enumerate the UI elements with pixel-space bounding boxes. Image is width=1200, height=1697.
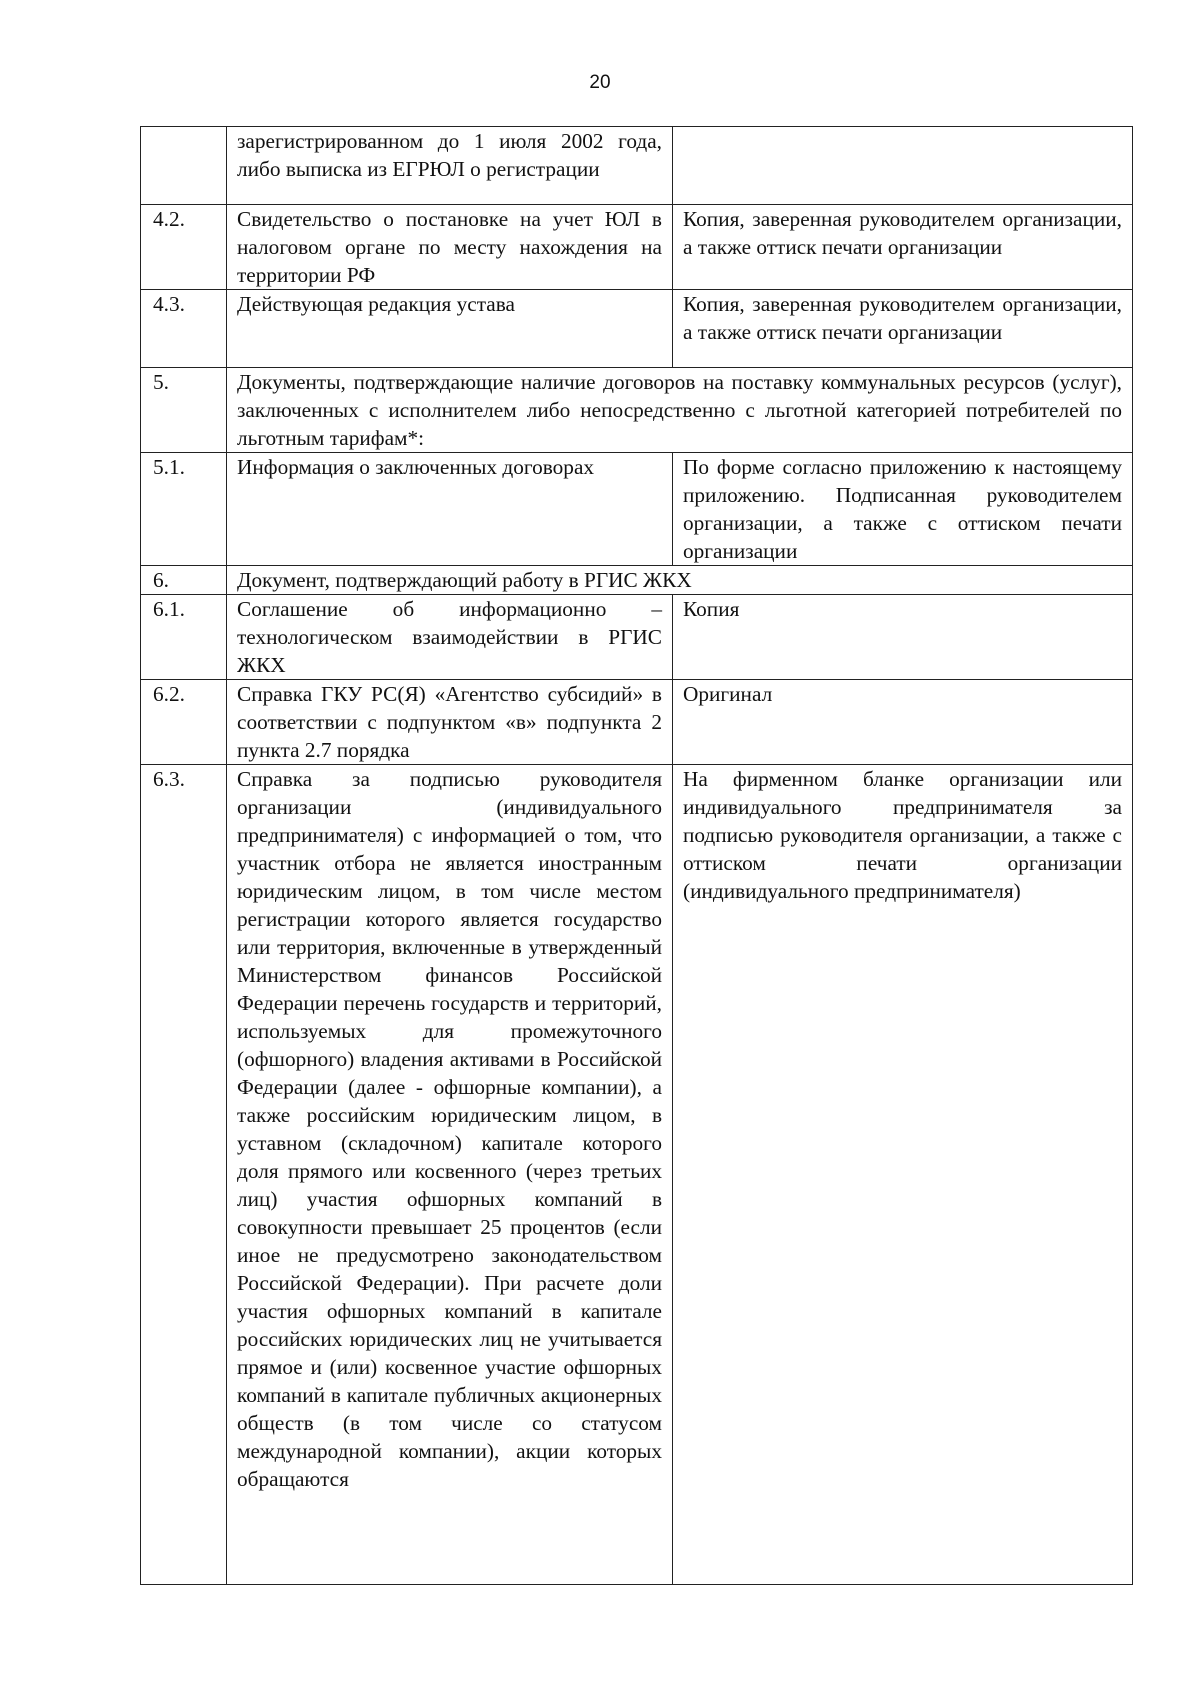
row-number: 4.3. <box>141 290 227 368</box>
row-number: 4.2. <box>141 205 227 290</box>
row-number: 5.1. <box>141 453 227 566</box>
section-title-cell: Документы, подтверждающие наличие договоров на поставку коммунальных ресурсов (услуг), заключенных с исполнителем либо непосредственно с льготной категорией потребителей по льготным тарифам*: <box>227 368 1133 453</box>
table-row <box>141 205 1133 290</box>
table-row <box>141 595 1133 680</box>
row-number: 5. <box>141 368 227 453</box>
document-cell: Справка за подписью руководителя организации (индивидуального предпринимателя) с информацией о том, что участник отбора не является иностранным юридическим лицом, в том числе местом регистрации которого является государство или территория, включенные в утвержденный Министерством финансов Российской Федерации перечень государств и территорий, используемых для промежуточного (офшорного) владения активами в Российской Федерации (далее - офшорные компании), а также российским юридическим лицом, в уставном (складочном) капитале которого доля прямого или косвенного (через третьих лиц) участия офшорных компаний в совокупности превышает 25 процентов (если иное не предусмотрено законодательством Российской Федерации). При расчете доли участия офшорных компаний в капитале российских юридических лиц не учитывается прямое и (или) косвенное участие офшорных компаний в капитале публичных акционерных обществ (в том числе со статусом международной компании), акции которых обращаются <box>227 765 673 1585</box>
documents-table <box>140 126 1133 1585</box>
section-row <box>141 566 1133 595</box>
document-cell: Соглашение об информационно – технологическом взаимодействии в РГИС ЖКХ <box>227 595 673 680</box>
section-row <box>141 368 1133 453</box>
requirement-cell: По форме согласно приложению к настоящему приложению. Подписанная руководителем организации, а также с оттиском печати организации <box>673 453 1133 566</box>
table-row <box>141 127 1133 205</box>
section-title-cell: Документ, подтверждающий работу в РГИС ЖКХ <box>227 566 1133 595</box>
document-cell: Свидетельство о постановке на учет ЮЛ в налоговом органе по месту нахождения на территории РФ <box>227 205 673 290</box>
requirement-cell: Копия, заверенная руководителем организации, а также оттиск печати организации <box>673 205 1133 290</box>
table-row <box>141 765 1133 1585</box>
row-number: 6.2. <box>141 680 227 765</box>
requirement-cell: Копия, заверенная руководителем организации, а также оттиск печати организации <box>673 290 1133 368</box>
row-number: 6. <box>141 566 227 595</box>
document-cell: Справка ГКУ РС(Я) «Агентство субсидий» в соответствии с подпунктом «в» подпункта 2 пункта 2.7 порядка <box>227 680 673 765</box>
requirement-cell: Оригинал <box>673 680 1133 765</box>
document-cell: зарегистрированном до 1 июля 2002 года, либо выписка из ЕГРЮЛ о регистрации <box>227 127 673 205</box>
table-row <box>141 453 1133 566</box>
requirement-cell: Копия <box>673 595 1133 680</box>
document-cell: Информация о заключенных договорах <box>227 453 673 566</box>
row-number <box>141 127 227 205</box>
table-row <box>141 680 1133 765</box>
row-number: 6.3. <box>141 765 227 1585</box>
document-cell: Действующая редакция устава <box>227 290 673 368</box>
requirement-cell <box>673 127 1133 205</box>
requirement-cell: На фирменном бланке организации или индивидуального предпринимателя за подписью руководителя организации, а также с оттиском печати организации (индивидуального предпринимателя) <box>673 765 1133 1585</box>
table-row <box>141 290 1133 368</box>
row-number: 6.1. <box>141 595 227 680</box>
page-number: 20 <box>589 72 611 93</box>
